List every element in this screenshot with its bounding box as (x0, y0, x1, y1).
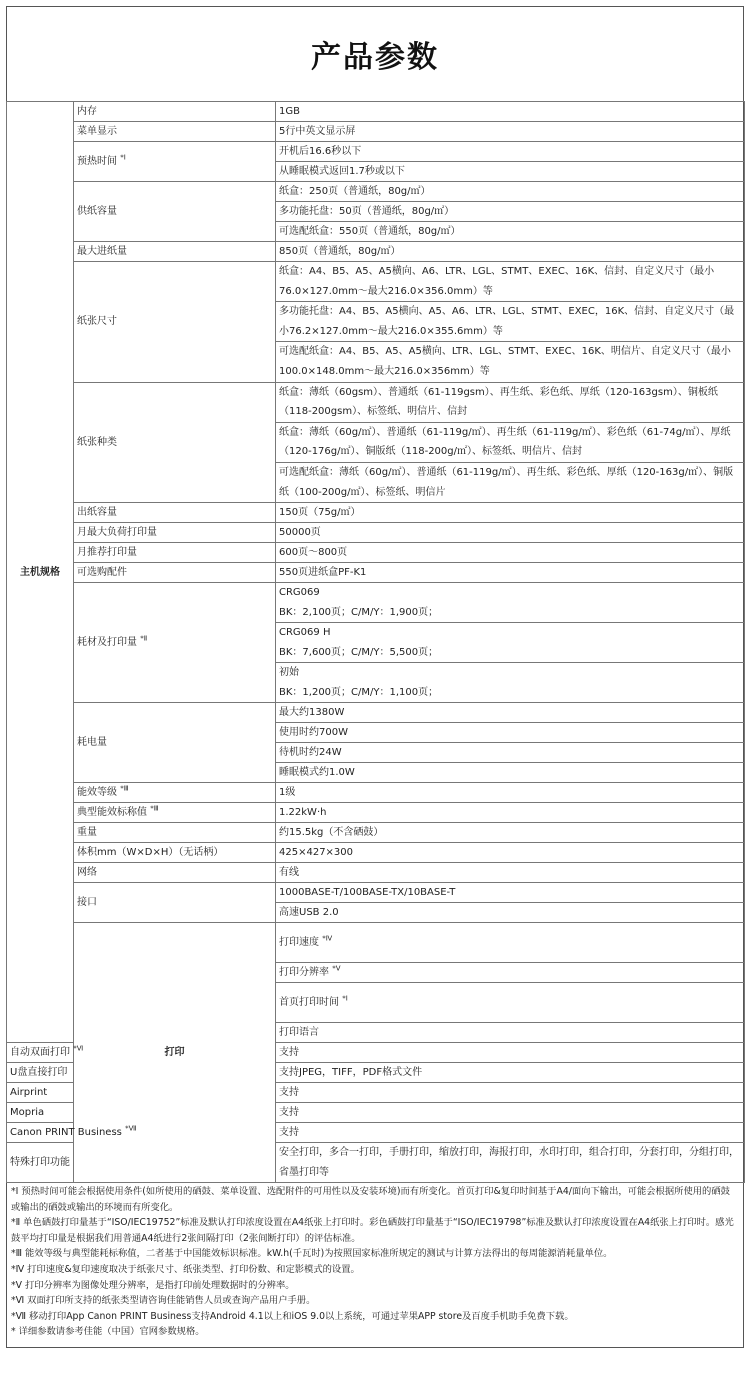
row-label-special: 特殊打印功能 (7, 1143, 74, 1183)
row-value-power-4: 睡眠模式约1.0W (276, 763, 745, 783)
row-label-output: 出纸容量 (74, 503, 276, 523)
row-label-consumables: 耗材及打印量 $^{*Ⅱ}$ (74, 583, 276, 703)
row-value-consumables-c1: 初始 (276, 663, 745, 683)
row-value-cpb: 支持 (276, 1123, 745, 1143)
row-label-max-feed: 最大进纸量 (74, 242, 276, 262)
row-value-consumables-b2: BK：7,600页；C/M/Y：5,500页； (276, 643, 745, 663)
footnote-mark: *Ⅴ (332, 964, 341, 973)
row-label-options: 可选购配件 (74, 563, 276, 583)
footnote-6: *Ⅵ 双面打印所支持的纸张类型请咨询佳能销售人员或查询产品用户手册。 (11, 1295, 316, 1307)
footnote-mark: *Ⅶ (125, 1124, 137, 1133)
row-value-paper-size-1: 纸盒：A4、B5、A5、A5横向、A6、LTR、LGL、STMT、EXEC、16K、信封、自定义尺寸（最小76.0×127.0mm～最大216.0×356.0mm）等 (276, 262, 745, 302)
row-value-tec: 1.22kW·h (276, 803, 745, 823)
row-label-power: 耗电量 (74, 703, 276, 783)
footnote-4: *Ⅳ 打印速度&复印速度取决于纸张尺寸、纸张类型、打印份数、和定影模式的设置。 (11, 1263, 360, 1275)
row-value-consumables-c2: BK：1,200页；C/M/Y：1,100页； (276, 683, 745, 703)
table-row (7, 803, 745, 823)
row-value-paper-type-1: 纸盒：薄纸（60gsm）、普通纸（61-119gsm）、再生纸、彩色纸、厚纸（120-163gsm）、铜板纸（118-200gsm）、标签纸、明信片、信封 (276, 382, 745, 422)
footnote-mark: *Ⅲ (150, 804, 159, 813)
row-value-memory: 1GB (276, 102, 745, 122)
table-row (7, 703, 745, 723)
row-label-max-duty: 月最大负荷打印量 (74, 523, 276, 543)
footnote-8: * 详细参数请参考佳能（中国）官网参数规格。 (11, 1326, 205, 1338)
row-value-weight: 约15.5kg（不含硒鼓） (276, 823, 745, 843)
table-row (7, 523, 745, 543)
row-value-max-duty: 50000页 (276, 523, 745, 543)
footnote-mark: *Ⅱ (140, 634, 148, 643)
row-label-menu: 菜单显示 (74, 122, 276, 142)
row-value-warmup-2: 从睡眠模式返回1.7秒或以下 (276, 162, 745, 182)
footnote-1: *Ⅰ 预热时间可能会根据使用条件(如所使用的硒鼓、菜单设置、选配附件的可用性以及安装环境)而有所变化。首页打印&复印时间基于A4/面向下输出，可能会根据所使用的硒鼓或输出的硒鼓或输出的环境而有所变化。 (11, 1186, 730, 1213)
row-label-speed: 打印速度 $^{*Ⅳ}$ (276, 923, 745, 963)
row-value-paper-capacity-3: 可选配纸盒：550页（普通纸，80g/㎡） (276, 222, 745, 242)
row-value-power-2: 使用时约700W (276, 723, 745, 743)
row-label-energy-grade: 能效等级 $^{*Ⅲ}$ (74, 783, 276, 803)
row-label-paper-type: 纸张种类 (74, 382, 276, 503)
row-label-cpb: Canon PRINT Business $^{*Ⅶ}$ (7, 1123, 74, 1143)
table-row (7, 583, 745, 603)
row-label-tec: 典型能效标称值 $^{*Ⅲ}$ (74, 803, 276, 823)
row-label-resolution: 打印分辨率 $^{*Ⅴ}$ (276, 963, 745, 983)
table-row (7, 823, 745, 843)
row-label-weight: 重量 (74, 823, 276, 843)
table-row (7, 863, 745, 883)
row-value-usb-direct: 支持JPEG，TIFF，PDF格式文件 (276, 1063, 745, 1083)
footnote-2: *Ⅱ 单色硒鼓打印量基于“ISO/IEC19752”标准及默认打印浓度设置在A4纸张上打印时。彩色硒鼓打印量基于“ISO/IEC19798”标准及默认打印浓度设置在A4纸张上打印时。感光鼓平均打印量是根据我们用普通A4纸进行2张间隔打印（2张间断打印）的评估标准。 (11, 1217, 734, 1244)
section-print-label: 打印 (74, 923, 276, 1183)
row-label-mopria: Mopria (7, 1103, 74, 1123)
row-value-options: 550页进纸盒PF-K1 (276, 563, 745, 583)
row-label-memory: 内存 (74, 102, 276, 122)
table-row (7, 242, 745, 262)
footnotes (7, 1184, 743, 1340)
row-value-interface-2: 高速USB 2.0 (276, 903, 745, 923)
footnote-mark: *Ⅵ (73, 1044, 84, 1053)
row-value-duplex: 支持 (276, 1043, 745, 1063)
row-value-menu: 5行中英文显示屏 (276, 122, 745, 142)
row-value-network: 有线 (276, 863, 745, 883)
row-value-special: 安全打印，多合一打印，手册打印，缩放打印，海报打印，水印打印，组合打印，分套打印，分组打印，省墨打印等 (276, 1143, 745, 1183)
row-value-size: 425×427×300 (276, 843, 745, 863)
row-value-energy-grade: 1级 (276, 783, 745, 803)
row-value-power-3: 待机时约24W (276, 743, 745, 763)
row-value-consumables-a1: CRG069 (276, 583, 745, 603)
table-row (7, 262, 745, 302)
row-value-paper-size-3: 可选配纸盒：A4、B5、A5、A5横向、LTR、LGL、STMT、EXEC、16K、明信片、自定义尺寸（最小100.0×148.0mm～最大216.0×356mm）等 (276, 342, 745, 382)
footnote-mark: *Ⅰ (342, 994, 348, 1003)
table-row (7, 883, 745, 903)
row-value-airprint: 支持 (276, 1083, 745, 1103)
row-value-paper-type-3: 可选配纸盒：薄纸（60g/㎡）、普通纸（61-119g/㎡）、再生纸、彩色纸、厚纸（120-163g/㎡）、铜版纸（100-200g/㎡）、标签纸、明信片 (276, 462, 745, 502)
table-row (7, 182, 745, 202)
row-label-airprint: Airprint (7, 1083, 74, 1103)
row-value-rec-duty: 600页～800页 (276, 543, 745, 563)
row-label-duplex: 自动双面打印 $^{*Ⅵ}$ (7, 1043, 74, 1063)
section-main-label: 主机规格 (7, 102, 74, 1043)
footnote-mark: *Ⅰ (120, 153, 126, 162)
footnote-7: *Ⅶ 移动打印App Canon PRINT Business支持Android 4.1以上和iOS 9.0以上系统，可通过苹果APP store及百度手机助手免费下载。 (11, 1310, 574, 1322)
row-value-paper-capacity-1: 纸盒：250页（普通纸，80g/㎡） (276, 182, 745, 202)
row-label-size: 体积mm（W×D×H）（无话柄） (74, 843, 276, 863)
row-value-power-1: 最大约1380W (276, 703, 745, 723)
footnote-mark: *Ⅲ (120, 784, 129, 793)
row-value-interface-1: 1000BASE-T/100BASE-TX/10BASE-T (276, 883, 745, 903)
row-value-consumables-a2: BK：2,100页；C/M/Y：1,900页； (276, 603, 745, 623)
row-label-pdl: 打印语言 (276, 1023, 745, 1043)
row-value-max-feed: 850页（普通纸，80g/㎡） (276, 242, 745, 262)
table-row (7, 843, 745, 863)
table-row (7, 122, 745, 142)
row-label-usb-direct: U盘直接打印 (7, 1063, 74, 1083)
row-value-paper-type-2: 纸盒：薄纸（60g/㎡）、普通纸（61-119g/㎡）、再生纸（61-119g/㎡）、彩色纸（61-74g/㎡）、厚纸（120-176g/㎡）、铜版纸（118-200g/㎡）、标签纸、明信片、信封 (276, 422, 745, 462)
row-value-paper-capacity-2: 多功能托盘：50页（普通纸，80g/㎡） (276, 202, 745, 222)
footnote-3: *Ⅲ 能效等级与典型能耗标称值，二者基于中国能效标识标准。kW.h(千瓦时)为按照国家标准所规定的测试与计算方法得出的每周能源消耗量单位。 (11, 1248, 613, 1260)
table-row (7, 923, 745, 943)
spec-table (6, 101, 745, 1183)
row-label-paper-size: 纸张尺寸 (74, 262, 276, 383)
row-label-rec-duty: 月推荐打印量 (74, 543, 276, 563)
table-row (7, 142, 745, 162)
table-row (7, 382, 745, 422)
row-label-paper-capacity: 供纸容量 (74, 182, 276, 242)
table-row (7, 102, 745, 122)
row-value-warmup-1: 开机后16.6秒以下 (276, 142, 745, 162)
page-title: 产品参数 (7, 7, 743, 102)
row-label-fpot: 首页打印时间 $^{*Ⅰ}$ (276, 983, 745, 1023)
table-row (7, 563, 745, 583)
table-row (7, 783, 745, 803)
spec-sheet (6, 6, 744, 1348)
table-row (7, 503, 745, 523)
row-label-interface: 接口 (74, 883, 276, 923)
table-row (7, 543, 745, 563)
row-label-network: 网络 (74, 863, 276, 883)
row-value-output: 150页（75g/㎡） (276, 503, 745, 523)
row-label-warmup: 预热时间 $^{*Ⅰ}$ (74, 142, 276, 182)
row-value-paper-size-2: 多功能托盘：A4、B5、A5横向、A5、A6、LTR、LGL、STMT、EXEC，16K、信封、自定义尺寸（最小76.2×127.0mm～最大216.0×355.6mm）等 (276, 302, 745, 342)
row-value-mopria: 支持 (276, 1103, 745, 1123)
footnote-5: *Ⅴ 打印分辨率为图像处理分辨率，是指打印前处理数据时的分辨率。 (11, 1279, 295, 1291)
row-value-consumables-b1: CRG069 H (276, 623, 745, 643)
footnote-mark: *Ⅳ (322, 934, 333, 943)
